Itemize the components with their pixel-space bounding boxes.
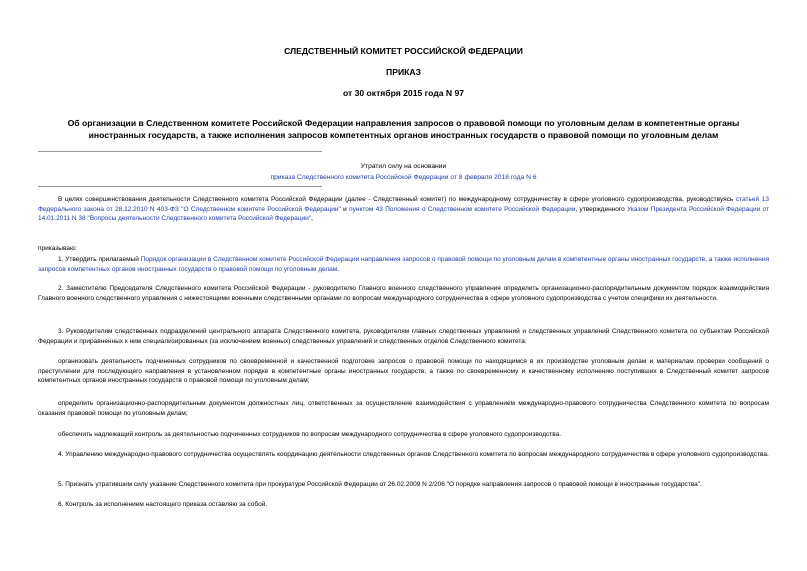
item-3: 3. Руководителям следственных подразделений центрального аппарата Следственного комитета, руководителям главных следственных управлений и следственных управлений Следственного комитета по субъектам Российской Федерации и приравненных к ним специализированных (за исключением военных) следственных управлений и следственных отделов Следственного комитета: — [38, 328, 769, 345]
doc-title: Об организации в Следственном комитете Российской Федерации направления запросов о правовой помощи по уголовным делам в компетентные органы иностранных государств, а также исполнения запросов компетентных органов иностранных государств о правовой помощи по уголовным делам — [67, 118, 740, 140]
doc-type: ПРИКАЗ — [386, 67, 421, 77]
preamble-text-4: , — [311, 215, 313, 223]
item-1 — [38, 255, 769, 274]
regulation-point-link[interactable]: пунктом 43 Положения о Следственном комитете Российской Федерации — [349, 205, 576, 213]
item-3-subparagraph-b: определить организационно-распорядительным документом должностных лиц, ответственных за осуществление взаимодействия с управлением международно-правового сотрудничества Следственного комитета по вопросам оказания правовой помощи по уголовным делам; — [38, 400, 769, 417]
item-1-end: . — [337, 265, 340, 273]
procedure-link[interactable]: Порядок организации в Следственном комитете Российской Федерации направления запросов о правовой помощи по уголовным делам в компетентные органы иностранных государств, а также исполнения запросов компетентных органов иностранных государств о правовой помощи по уголовным делам — [38, 256, 769, 273]
presidential-decree-link[interactable]: Указом Президента Российской Федерации от 14.01.2011 N 38 "Вопросы деятельности Следственного комитета Российской Федерации" — [38, 205, 769, 223]
item-6: 6. Контроль за исполнением настоящего приказа оставляю за собой. — [58, 501, 268, 508]
divider-bottom — [38, 186, 322, 187]
committee-name: СЛЕДСТВЕННЫЙ КОМИТЕТ РОССИЙСКОЙ ФЕДЕРАЦИИ — [284, 46, 523, 56]
lapse-link[interactable]: приказа Следственного комитета Российской Федерации от 8 февраля 2018 года N 6 — [270, 174, 537, 181]
divider-top — [38, 151, 322, 152]
item-5: 5. Признать утратившим силу указание Следственного комитета при прокуратуре Российской Федерации от 26.02.2009 N 2/206 "О порядке направления запросов о правовой помощи в иностранные государства". — [58, 481, 702, 488]
law-article-link[interactable]: статьей 13 Федерального закона от 28.12.2010 N 403-ФЗ "О Следственном комитете Российской Федерации" — [38, 196, 769, 213]
doc-date-number: от 30 октября 2015 года N 97 — [342, 88, 465, 98]
item-3-subparagraph-a: организовать деятельность подчиненных сотрудников по своевременной и качественной подготовке запросов о правовой помощи по находящимся в их производстве уголовным делам и материалам проверки сообщений о преступлении для последующего направления в установленном порядке в компетентные органы иностранных государств, а также по своевременному и качественному исполнению поступивших в Следственный комитет запросов компетентных органов иностранных государств о правовой помощи по уголовным делам; — [38, 358, 769, 385]
item-4: 4. Управлению международно-правового сотрудничества осуществлять координацию деятельности следственных органов Следственного комитета по вопросам международного сотрудничества в сфере уголовного судопроизводства. — [58, 451, 769, 458]
lapse-note: Утратил силу на основании — [360, 163, 447, 170]
lapse-link-line — [38, 172, 769, 183]
preamble-text-1: В целях совершенствования деятельности Следственного комитета Российской Федерации (далее - Следственный комитет) по международному сотрудничеству в сфере уголовного судопроизводства, руководствуясь — [58, 196, 736, 203]
order-word: приказываю: — [38, 245, 77, 252]
preamble-paragraph — [38, 195, 769, 224]
item-1-text: 1. Утвердить прилагаемый — [58, 256, 141, 263]
item-3-subparagraph-c: обеспечить надлежащий контроль за деятельностью подчиненных сотрудников по вопросам международного сотрудничества в сфере уголовного судопроизводства. — [58, 431, 562, 438]
item-2: 2. Заместителю Председателя Следственного комитета Российской Федерации - руководителю Главного военного следственного управления определить организационно-распорядительным документом порядок взаимодействия Главного военного следственного управления с нижестоящими военными следственными органами по вопросам международного сотрудничества в сфере уголовного судопроизводства с учетом специфики их деятельности. — [38, 285, 769, 302]
preamble-text-3: , утвержденного — [575, 205, 628, 213]
preamble-text-2: и — [340, 205, 350, 213]
